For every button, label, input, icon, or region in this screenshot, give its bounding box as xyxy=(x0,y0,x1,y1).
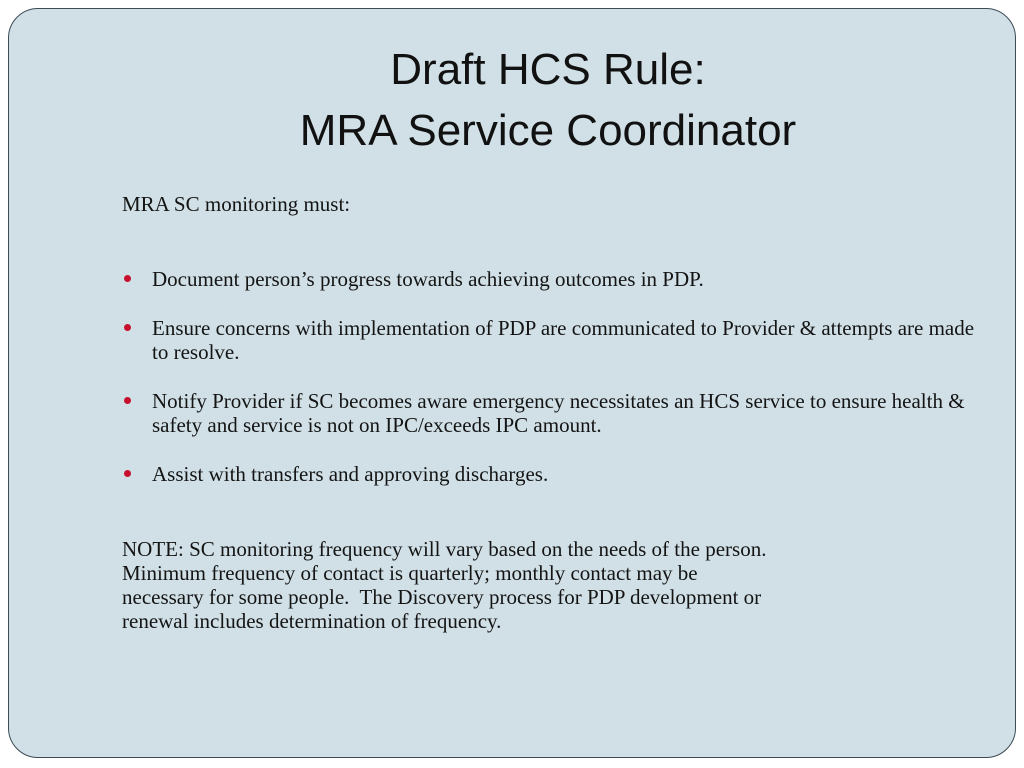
note-line-2: Minimum frequency of contact is quarterly; monthly contact may be xyxy=(122,561,698,585)
bullet-text: Notify Provider if SC becomes aware emergency necessitates an HCS service to ensure health & safety and service is not on IPC/exceeds IPC amount. xyxy=(152,389,965,437)
note-line-1: NOTE: SC monitoring frequency will vary based on the needs of the person. xyxy=(122,537,767,561)
list-item xyxy=(122,267,982,291)
bullet-text: Ensure concerns with implementation of PDP are communicated to Provider & attempts are made to resolve. xyxy=(152,316,975,364)
bullet-dot-icon xyxy=(124,324,131,331)
bullet-text: Assist with transfers and approving discharges. xyxy=(152,462,549,486)
note-text xyxy=(122,537,922,633)
slide-panel xyxy=(8,8,1016,758)
note-line-3: necessary for some people. The Discovery process for PDP development or xyxy=(122,585,762,609)
bullet-dot-icon xyxy=(124,470,131,477)
intro-text: MRA SC monitoring must: xyxy=(122,192,351,216)
bullet-dot-icon xyxy=(124,397,131,404)
list-item xyxy=(122,389,982,437)
note-line-4: renewal includes determination of frequency. xyxy=(122,609,502,633)
list-item xyxy=(122,316,982,364)
bullet-list xyxy=(122,267,982,511)
slide-title xyxy=(9,39,1024,161)
slide-title-line-2: MRA Service Coordinator xyxy=(299,106,797,155)
bullet-dot-icon xyxy=(124,275,131,282)
bullet-text: Document person’s progress towards achieving outcomes in PDP. xyxy=(152,267,704,291)
list-item xyxy=(122,462,982,486)
slide-title-line-1: Draft HCS Rule: xyxy=(390,45,706,94)
